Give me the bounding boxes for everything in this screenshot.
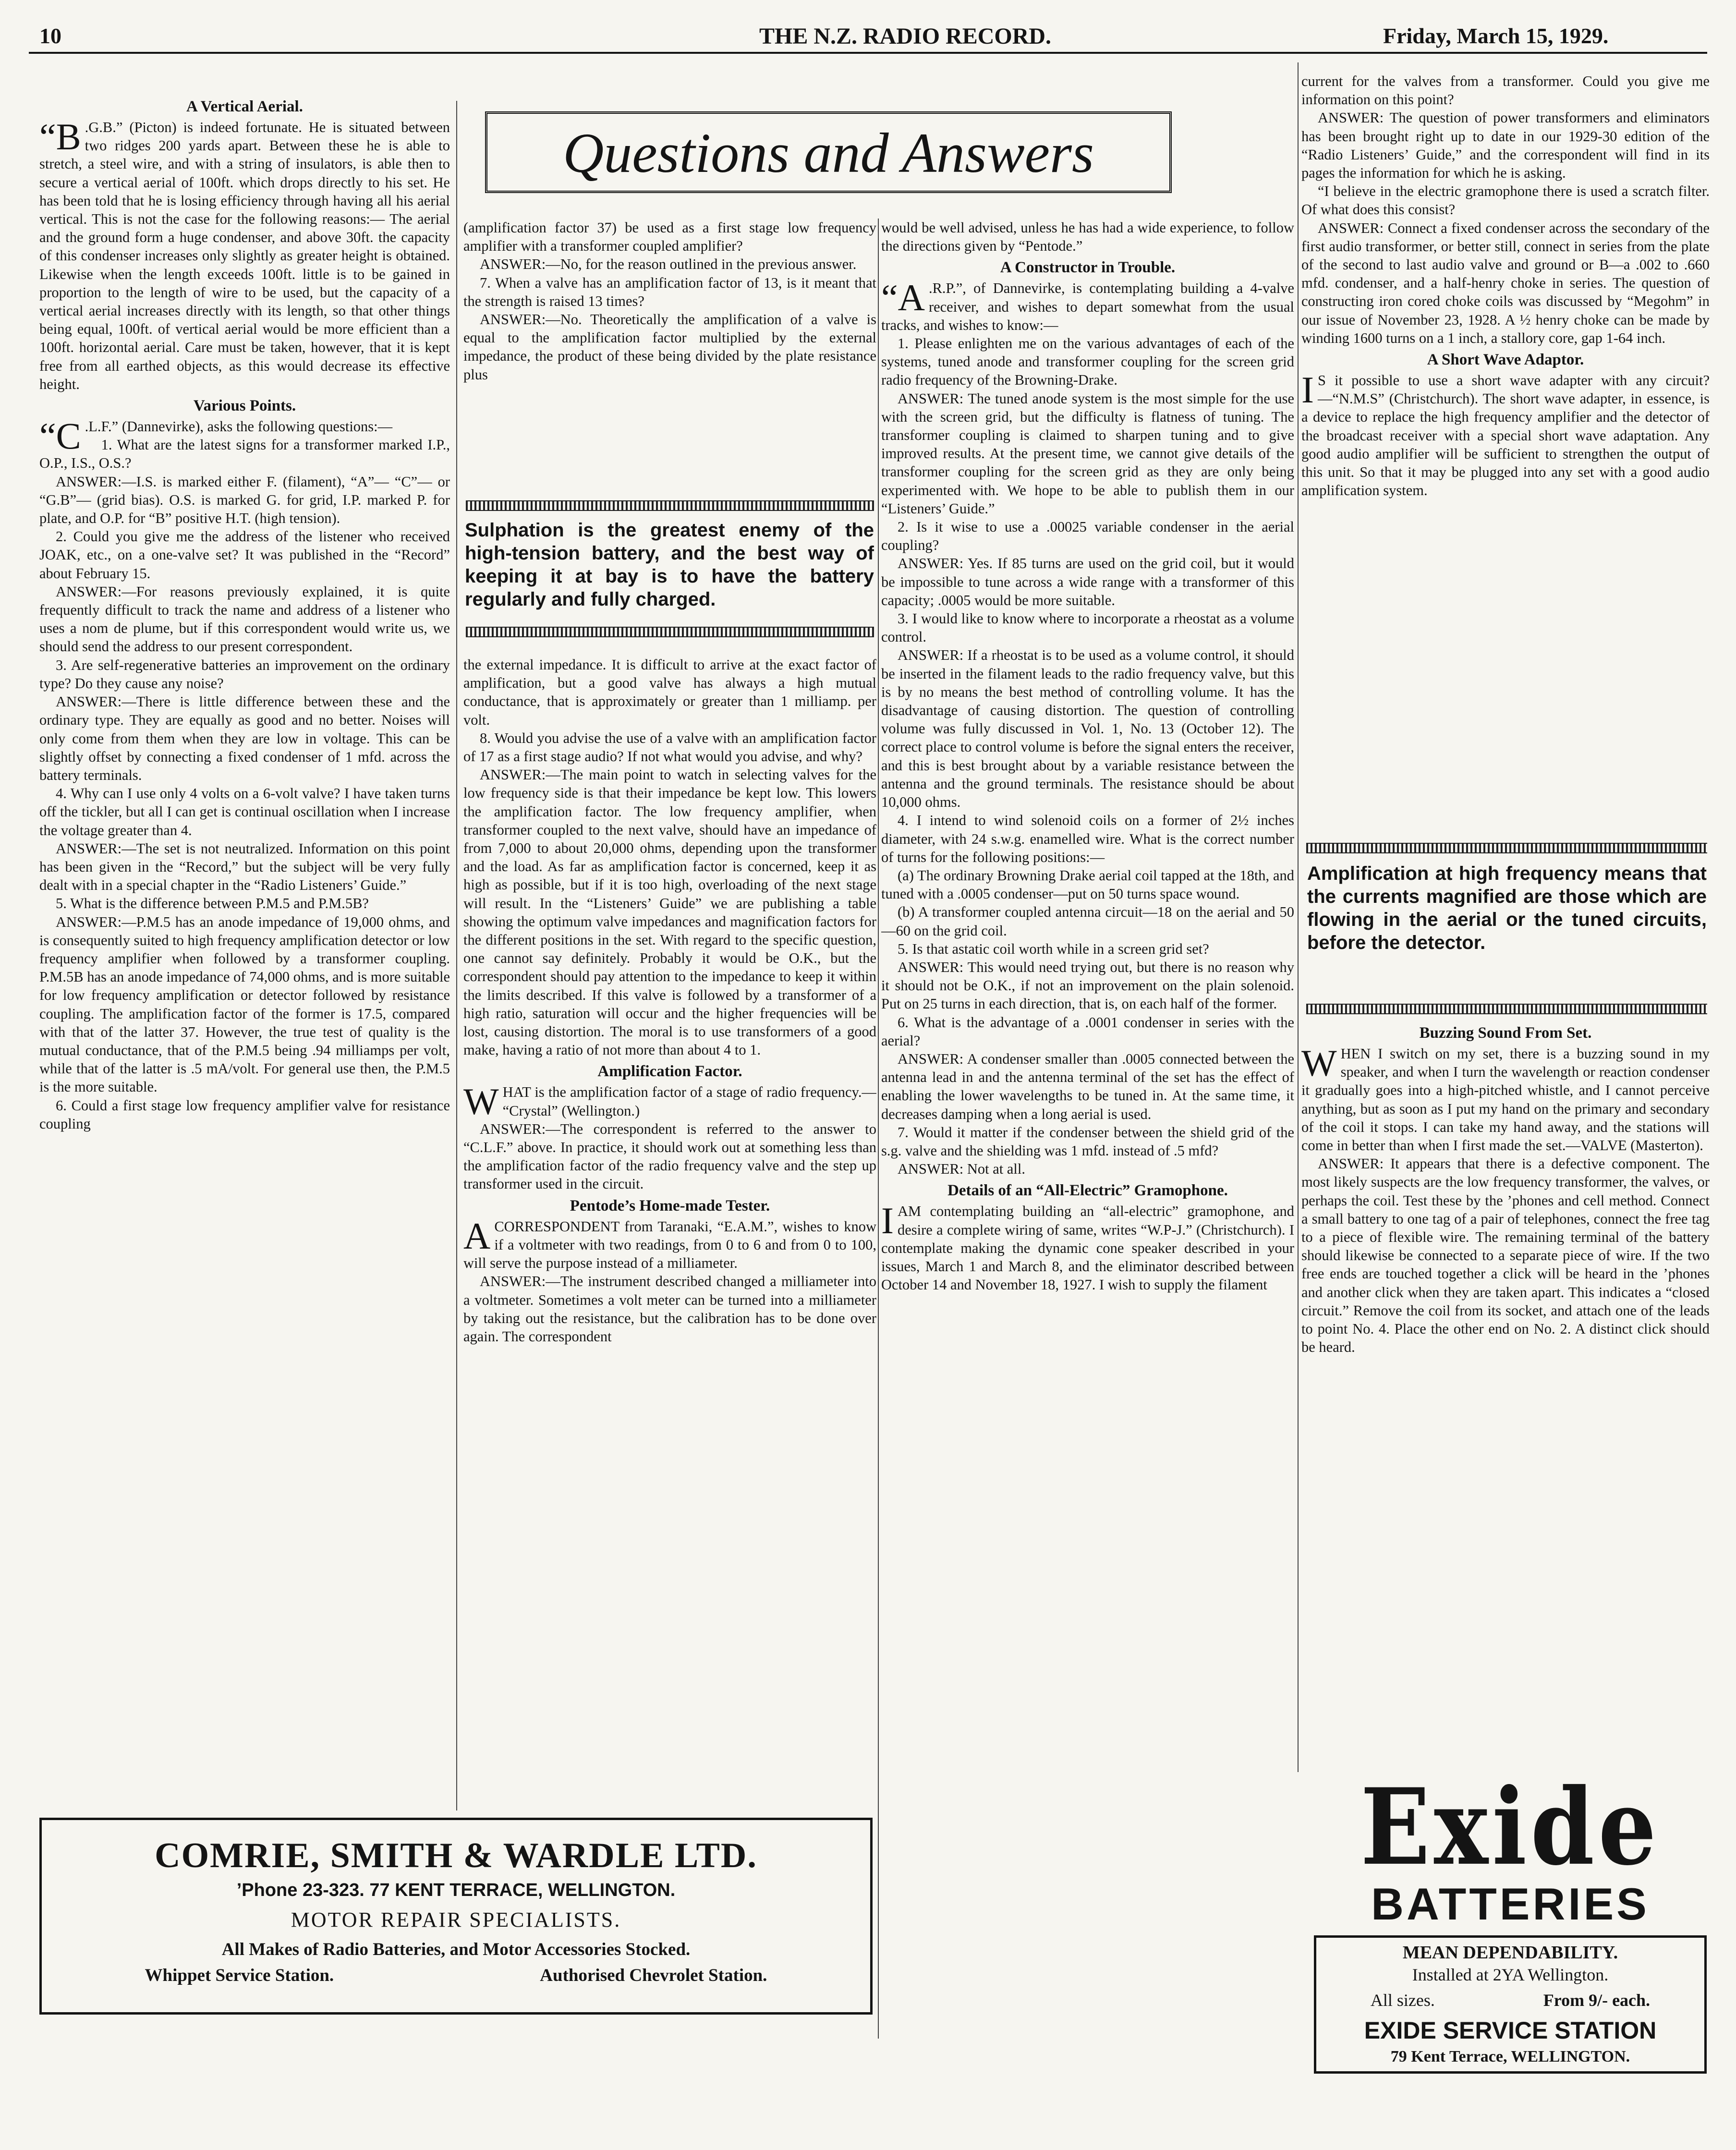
paragraph: would be well advised, unless he has had a wide experience, to follow the directions given by “Pentode.”: [881, 219, 1294, 255]
drop-cap: A: [463, 1215, 491, 1257]
question: 1. Please enlighten me on the various advantages of each of the systems, tuned anode and transformer coupling for the screen grid radio frequency of the Browning-Drake.: [881, 335, 1294, 389]
column-2-bottom: [463, 656, 876, 1801]
heading-buzzing-sound: Buzzing Sound From Set.: [1419, 1024, 1592, 1042]
paragraph: IAM contemplating building an “all-electric” gramophone, and desire a complete wiring of same, writes “W.P-J.” (Christchurch). I contemplate making the dynamic cone speaker described in your issues, March 1 and March 8, and the eliminator described between October 14 and November 18, 1927. I wish to supply the filament: [881, 1200, 1294, 1293]
answer: ANSWER:—The correspondent is referred to the answer to “C.L.F.” above. In practice, it should work out at something less than the amplification factor of the radio frequency valve and the step up transformer used in the circuit.: [463, 1120, 876, 1192]
question: 5. Is that astatic coil worth while in a screen grid set?: [898, 940, 1209, 957]
answer: ANSWER: This would need trying out, but there is no reason why it should not be O.K., if not an improvement on the plain solenoid. Put on 25 turns in each direction, that is, on each half of the former.: [881, 959, 1294, 1012]
question: 4. Why can I use only 4 volts on a 6-volt valve? I have taken turns off the tickler, but all I can get is continual oscillation when I increase the voltage greater than 4.: [39, 785, 450, 838]
question: 8. Would you advise the use of a valve with an amplification factor of 17 as a first stage audio? If not what would you advise, and why?: [463, 729, 876, 765]
column-divider: [878, 219, 879, 2039]
comrie-tagline: MOTOR REPAIR SPECIALISTS.: [291, 1908, 621, 1931]
paragraph: ACORRESPONDENT from Taranaki, “E.A.M.”, wishes to know if a voltmeter with two readings, from 0 to 6 and from 0 to 100, will serve the purpose instead of a milliameter.: [463, 1215, 876, 1272]
column-2-top: [463, 219, 876, 497]
paragraph: current for the valves from a transformer. Could you give me information on this point?: [1301, 73, 1710, 108]
question: 2. Could you give me the address of the listener who received JOAK, etc., on a one-valve set? It was published in the “Record” about February 15.: [39, 528, 450, 582]
ornamental-rule: [1306, 843, 1707, 853]
comrie-address: ’Phone 23-323. 77 KENT TERRACE, WELLINGTON.: [236, 1880, 676, 1900]
page-number: 10: [39, 24, 61, 48]
heading-vertical-aerial: A Vertical Aerial.: [186, 98, 303, 115]
heading-constructor-trouble: A Constructor in Trouble.: [1000, 259, 1176, 277]
drop-cap: W: [463, 1081, 499, 1123]
question: 3. Are self-regenerative batteries an improvement on the ordinary type? Do they cause any noise?: [39, 656, 450, 692]
question: (b) A transformer coupled antenna circuit—18 on the aerial and 50—60 on the grid coil.: [881, 904, 1294, 939]
section-title: Questions and Answers: [563, 121, 1094, 184]
ornamental-rule: [466, 627, 874, 637]
question: 6. Could a first stage low frequency amplifier valve for resistance coupling: [39, 1097, 450, 1132]
callout-sulphation: Sulphation is the greatest enemy of the high-tension battery, and the best way of keeping it at bay is to have the battery regularly and fully charged.: [465, 520, 874, 610]
question: (a) The ordinary Browning Drake aerial coil tapped at the 18th, and tuned with a .0005 condenser—put on 50 turns space wound.: [881, 867, 1294, 902]
exide-station: EXIDE SERVICE STATION: [1364, 2017, 1657, 2044]
answer: ANSWER: Yes. If 85 turns are used on the grid coil, but it would be impossible to tune across a wide range with a transformer of this capacity; .0005 would be more suitable.: [881, 555, 1294, 608]
answer: ANSWER: The tuned anode system is the most simple for the use with the screen grid, but the difficulty is flatness of tuning. The transformer coupling is claimed to sharpen tuning and to give improved results. At the present time, we cannot give details of the transformer coupling for the screen grid as they are only being experimented with. We hope to be able to publish them in our “Listeners’ Guide.”: [881, 390, 1294, 517]
paragraph: WHAT is the amplification factor of a stage of radio frequency.— “Crystal” (Wellington.): [463, 1081, 876, 1123]
answer: ANSWER: It appears that there is a defective component. The most likely suspects are the low frequency transformer, the valves, or perhaps the coil. Test these by the ’phones and cell method. Connect a small battery to one tag of a pair of telephones, connect the free tag to a piece of flexible wire. The remaining terminal of the battery should likewise be connected to a separate piece of wire. If the two free ends are touched together a click will be heard in the ’phones and another click when they are taken apart. This indicates a “closed circuit.” Remove the coil from its socket, and attach one of the leads to point No. 4. Place the other end on No. 2. A distinct click should be heard.: [1301, 1155, 1710, 1356]
column-4-bottom: [1301, 1020, 1710, 1760]
comrie-chevrolet: Authorised Chevrolet Station.: [540, 1966, 767, 1985]
exide-advertisement: [1311, 1765, 1710, 2065]
heading-pentode-tester: Pentode’s Home-made Tester.: [570, 1197, 770, 1215]
answer: ANSWER:—I.S. is marked either F. (filament), “A”— “C”— or “G.B”— (grid bias). O.S. is marked G. for grid, I.P. marked P. for plate, and O.P. for “B” positive H.T. (high tension).: [39, 473, 450, 527]
column-1: [39, 94, 450, 1801]
paragraph: the external impedance. It is difficult to arrive at the exact factor of amplification, but a good valve has always a high mutual conductance, that is approximately or greater than 1 milliamp. per volt.: [463, 656, 876, 728]
answer: ANSWER:—No, for the reason outlined in the previous answer.: [480, 256, 857, 273]
exide-logo: Exide: [1360, 1765, 1660, 1889]
answer: ANSWER: Not at all.: [898, 1161, 1025, 1178]
publication-title: THE N.Z. RADIO RECORD.: [759, 24, 1052, 49]
column-divider: [1298, 62, 1299, 1772]
paragraph: (amplification factor 37) be used as a first stage low frequency amplifier with a transformer coupled amplifier?: [463, 219, 876, 255]
exide-sizes: All sizes.: [1370, 1991, 1435, 2010]
exide-batteries: BATTERIES: [1371, 1879, 1650, 1929]
drop-cap: I: [1301, 369, 1314, 411]
exide-info-box: [1314, 1935, 1707, 2074]
question: “I believe in the electric gramophone there is used a scratch filter. Of what does this consist?: [1301, 183, 1710, 218]
comrie-footer: [42, 1963, 870, 1988]
header-rule: [29, 52, 1707, 54]
callout-amplification: Amplification at high frequency means that the currents magnified are those which are flowing in the aerial or the tuned circuits, before the detector.: [1307, 863, 1707, 953]
drop-cap: “C: [39, 415, 81, 457]
heading-short-wave: A Short Wave Adaptor.: [1427, 351, 1584, 369]
answer: ANSWER:—No. Theoretically the amplification of a valve is equal to the amplification factor multiplied by the external impedance, the product of these being divided by the plate resistance plus: [463, 311, 876, 383]
answer: ANSWER: The question of power transformers and eliminators has been brought right up to date in our 1929-30 edition of the “Radio Listeners’ Guide,” and the correspondent will find in its pages the information for which he is asking.: [1301, 109, 1710, 182]
comrie-advertisement: [39, 1818, 873, 2015]
exide-price-row: [1316, 1986, 1704, 2015]
exide-mean: MEAN DEPENDABILITY.: [1402, 1943, 1618, 1963]
answer: ANSWER:—The set is not neutralized. Information on this point has been given in the “Record,” but the subject will be very fully dealt with in a special chapter in the “Radio Listeners’ Guide.”: [39, 840, 450, 894]
answer: ANSWER: A condenser smaller than .0005 connected between the antenna lead in and the antenna terminal of the set has the effect of enabling the lower wavelengths to be tuned in. At the same time, it decreases damping when a long aerial is used.: [881, 1050, 1294, 1122]
heading-various-points: Various Points.: [193, 397, 296, 415]
paragraph: I S it possible to use a short wave adapter with any circuit?—“N.M.S” (Christchurch). The short wave adapter, in essence, is a device to replace the high frequency amplifier and the detector of the broadcast receiver with a special short wave adaptation. Any good audio amplifier will be sufficient to strengthen the output of this unit. So that it may be plugged into any set with a good audio amplification system.: [1301, 369, 1710, 499]
drop-cap: “B: [39, 116, 81, 158]
exide-address: 79 Kent Terrace, WELLINGTON.: [1390, 2048, 1630, 2065]
answer: ANSWER: If a rheostat is to be used as a volume control, it should be inserted in the filament leads to the radio frequency valve, but this is by no means the best method of controlling volume. It has the disadvantage of causing distortion. The question of controlling volume was fully discussed in Vol. 1, No. 13 (October 12). The correct place to control volume is before the signal enters the receiver, and this is best brought about by a variable resistance between the antenna and the ground terminals. The resistance should be about 10,000 ohms.: [881, 647, 1294, 811]
answer: ANSWER:—There is little difference between these and the ordinary type. They are equally as good and no better. Noises will only come from them when they are low in voltage. This can be slightly offset by connecting a fixed condenser of 1 mfd. across the battery terminals.: [39, 693, 450, 783]
comrie-name: COMRIE, SMITH & WARDLE LTD.: [155, 1836, 757, 1875]
question: 7. When a valve has an amplification factor of 13, is it meant that the strength is raised 13 times?: [463, 274, 876, 309]
drop-cap: “A: [881, 277, 925, 319]
exide-installed: Installed at 2YA Wellington.: [1412, 1965, 1609, 1984]
exide-price: From 9/- each.: [1543, 1991, 1651, 2010]
comrie-stock: All Makes of Radio Batteries, and Motor Accessories Stocked.: [221, 1940, 691, 1959]
question: 1. What are the latest signs for a transformer marked I.P., O.P., I.S., O.S.?: [39, 437, 450, 472]
answer: ANSWER:—For reasons previously explained, it is quite frequently difficult to track the name and address of a listener who uses a nom de plume, but if this correspondent would write us, we should send the address to our present correspondent.: [39, 583, 450, 655]
question: 7. Would it matter if the condenser between the shield grid of the s.g. valve and the shielding was 1 mfd. instead of .5 mfd?: [881, 1124, 1294, 1159]
question: 6. What is the advantage of a .0001 condenser in series with the aerial?: [881, 1014, 1294, 1049]
paragraph: “A .R.P.”, of Dannevirke, is contemplating building a 4-valve receiver, and wishes to depart somewhat from the usual tracks, and wishes to know:—: [881, 277, 1294, 333]
answer: ANSWER:—The instrument described changed a milliameter into a voltmeter. Sometimes a volt meter can be turned into a milliameter by taking out the resistance, but the calibration has to be done over again. The correspondent: [463, 1273, 876, 1345]
answer: ANSWER:—The main point to watch in selecting valves for the low frequency side is that their impedance be kept low. This lowers the amplification factor. The low frequency amplifier, when transformer coupled to the next valve, should have an impedance of from 7,000 to about 20,000 ohms, depending upon the transformer and the load. As far as amplification factor is concerned, keep it as high as possible, but if it is too high, overloading of the next stage will result. In the “Listeners’ Guide” we are publishing a table showing the optimum valve impedances and magnification factors for the different positions in the set. With regard to the specific question, one cannot say definitely. Probably it would be O.K., but the correspondent should pay attention to the impedance to keep it within the limits described. If this valve is followed by a transformer of a high ratio, saturation will occur and the higher frequencies will be lost, causing distortion. The moral is to use transformers of a good make, having a ratio of not more than about 4 to 1.: [463, 766, 876, 1058]
question: 3. I would like to know where to incorporate a rheostat as a volume control.: [881, 610, 1294, 645]
ornamental-rule: [466, 500, 874, 511]
question: 5. What is the difference between P.M.5 and P.M.5B?: [56, 895, 369, 912]
paragraph: “B .G.B.” (Picton) is indeed fortunate. He is situated between two ridges 200 yards apart. Between these he is able to stretch, a steel wire, and with a string of insulators, is able then to secure a vertical aerial of 100ft. which drops directly to his set. He has been told that he is losing efficiency through having all his aerial vertical. This is not the case for the following reasons:— The aerial and the ground form a huge condenser, and above 30ft. the capacity of this condenser increases only slightly as greater height is obtained. Likewise when the length exceeds 100ft. little is to be gained in proportion to the length of wire to be used, but the capacity of a vertical aerial increases directly with its length, so that other things being equal, 100ft. of vertical aerial would be more efficient than a 100ft. horizontal aerial. Care must be taken, however, that it is kept free from all earthed objects, as this would decrease its effective height.: [39, 116, 450, 392]
column-4-top: [1301, 72, 1710, 840]
comrie-whippet: Whippet Service Station.: [145, 1966, 334, 1985]
title-box: [485, 111, 1172, 193]
answer: ANSWER: Connect a fixed condenser across the secondary of the first audio transformer, or better still, connect in series from the plate of the second to last audio valve and ground or B—a .002 to .660 mfd. condenser, and a half-henry choke in series. The question of constructing iron cored choke coils was discussed by “Megohm” in our issue of November 23, 1928. A ½ henry choke can be made by winding 1600 turns on a 1 inch, a stallory core, gap 1-64 inch.: [1301, 219, 1710, 346]
drop-cap: W: [1301, 1042, 1337, 1084]
ornamental-rule: [1306, 1004, 1707, 1014]
drop-cap: I: [881, 1200, 894, 1242]
paragraph: “C .L.F.” (Dannevirke), asks the following questions:—: [39, 415, 393, 457]
paragraph: WHEN I switch on my set, there is a buzzing sound in my speaker, and when I turn the wavelength or reaction condenser it gradually goes into a high-pitched whistle, and I cannot perceive anything, but as soon as I put my hand on the primary and secondary of the coil it stops. I can take my hand away, and the stations will come in better than when I first made the set.—VALVE (Masterton).: [1301, 1042, 1710, 1154]
column-3: [881, 219, 1294, 2039]
answer: ANSWER:—P.M.5 has an anode impedance of 19,000 ohms, and is consequently suited to high frequency amplification detector or low frequency amplifier when followed by a transformer coupling. P.M.5B has an anode impedance of 74,000 ohms, and is more suitable for low frequency amplification or detector followed by resistance coupling. The amplification factor of the former is 17.5, compared with that of the latter 37. However, the true test of quality is the mutual conductance, that of the P.M.5 being .94 milliamps per volt, while that of the latter is .5 mA/volt. For general use then, the P.M.5 is the more suitable.: [39, 913, 450, 1095]
heading-gramophone: Details of an “All-Electric” Gramophone.: [947, 1182, 1228, 1200]
column-divider: [456, 101, 457, 1810]
question: 2. Is it wise to use a .00025 variable condenser in the aerial coupling?: [881, 519, 1294, 554]
question: 4. I intend to wind solenoid coils on a former of 2½ inches diameter, with 24 s.w.g. enamelled wire. What is the correct number of turns for the following positions:—: [881, 812, 1294, 865]
issue-date: Friday, March 15, 1929.: [1383, 24, 1609, 48]
heading-amplification-factor: Amplification Factor.: [597, 1063, 742, 1081]
